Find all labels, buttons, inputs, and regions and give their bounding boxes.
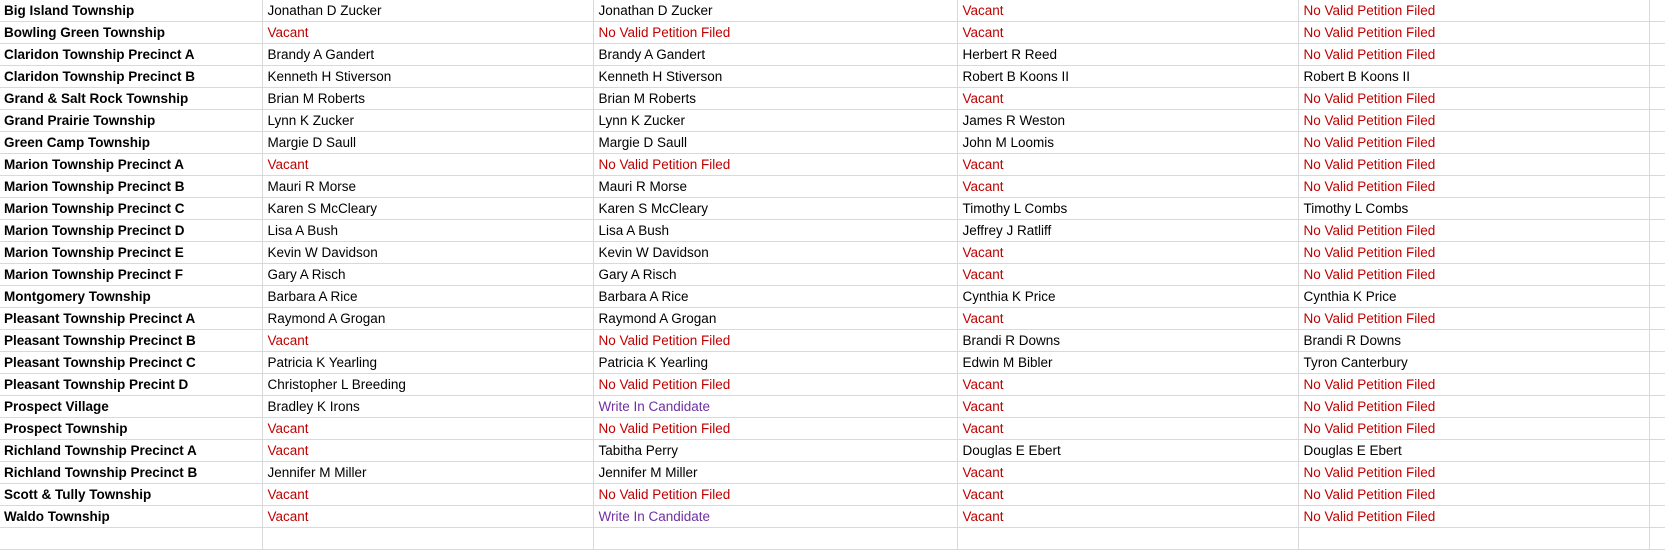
table-cell[interactable]: No Valid Petition Filed (1298, 88, 1649, 110)
table-cell[interactable]: No Valid Petition Filed (1298, 0, 1649, 22)
table-row (0, 22, 1665, 44)
table-cell[interactable]: Barbara A Rice (262, 286, 593, 308)
table-cell[interactable]: Lynn K Zucker (262, 110, 593, 132)
table-cell[interactable]: Cynthia K Price (957, 286, 1298, 308)
township-cell[interactable]: Prospect Village (0, 396, 262, 418)
table-cell[interactable]: Vacant (262, 330, 593, 352)
table-cell[interactable]: James R Weston (957, 110, 1298, 132)
table-cell[interactable]: No Valid Petition Filed (1298, 242, 1649, 264)
table-cell[interactable] (1649, 396, 1665, 418)
table-cell[interactable]: Vacant (957, 176, 1298, 198)
table-cell[interactable] (1649, 220, 1665, 242)
table-row (0, 308, 1665, 330)
table-cell[interactable]: Raymond A Grogan (262, 308, 593, 330)
table-cell[interactable] (1649, 44, 1665, 66)
table-cell[interactable]: Jonathan D Zucker (593, 0, 957, 22)
table-cell[interactable]: Vacant (957, 396, 1298, 418)
table-cell[interactable]: No Valid Petition Filed (1298, 132, 1649, 154)
table-cell[interactable] (1649, 440, 1665, 462)
township-cell[interactable]: Richland Township Precinct B (0, 462, 262, 484)
table-cell[interactable]: Brian M Roberts (262, 88, 593, 110)
table-cell[interactable]: Vacant (957, 484, 1298, 506)
table-cell[interactable]: Jeffrey J Ratliff (957, 220, 1298, 242)
table-row (0, 418, 1665, 440)
township-cell[interactable]: Richland Township Precinct A (0, 440, 262, 462)
table-cell[interactable] (1649, 242, 1665, 264)
table-cell[interactable]: Vacant (957, 506, 1298, 528)
township-cell[interactable]: Grand & Salt Rock Township (0, 88, 262, 110)
table-cell[interactable]: Vacant (262, 484, 593, 506)
table-cell[interactable] (1649, 418, 1665, 440)
table-cell[interactable]: Jennifer M Miller (593, 462, 957, 484)
table-row (0, 286, 1665, 308)
table-cell[interactable]: Lisa A Bush (262, 220, 593, 242)
table-cell[interactable]: Douglas E Ebert (957, 440, 1298, 462)
table-cell[interactable]: Kenneth H Stiverson (593, 66, 957, 88)
table-cell[interactable]: Mauri R Morse (593, 176, 957, 198)
table-cell[interactable]: John M Loomis (957, 132, 1298, 154)
township-cell[interactable]: Pleasant Township Precinct C (0, 352, 262, 374)
table-cell[interactable]: Jennifer M Miller (262, 462, 593, 484)
table-cell[interactable]: Vacant (957, 374, 1298, 396)
table-row (0, 330, 1665, 352)
table-cell[interactable]: No Valid Petition Filed (1298, 396, 1649, 418)
township-cell[interactable]: Marion Township Precinct F (0, 264, 262, 286)
table-cell[interactable]: No Valid Petition Filed (1298, 374, 1649, 396)
table-cell[interactable]: Brandi R Downs (1298, 330, 1649, 352)
table-cell[interactable]: Write In Candidate (593, 506, 957, 528)
table-cell[interactable]: Barbara A Rice (593, 286, 957, 308)
table-cell[interactable]: No Valid Petition Filed (1298, 418, 1649, 440)
table-cell[interactable]: Brian M Roberts (593, 88, 957, 110)
table-cell[interactable]: No Valid Petition Filed (1298, 462, 1649, 484)
table-cell[interactable]: Cynthia K Price (1298, 286, 1649, 308)
table-cell[interactable]: Karen S McCleary (593, 198, 957, 220)
table-cell[interactable]: Vacant (957, 308, 1298, 330)
table-cell[interactable]: Vacant (957, 462, 1298, 484)
township-cell[interactable]: Pleasant Township Precinct B (0, 330, 262, 352)
table-cell[interactable]: No Valid Petition Filed (1298, 110, 1649, 132)
table-cell[interactable] (1649, 198, 1665, 220)
table-cell[interactable]: Vacant (957, 0, 1298, 22)
table-cell[interactable]: Mauri R Morse (262, 176, 593, 198)
table-cell[interactable]: Raymond A Grogan (593, 308, 957, 330)
table-cell[interactable] (1649, 88, 1665, 110)
table-cell[interactable] (1649, 330, 1665, 352)
township-cell[interactable]: Waldo Township (0, 506, 262, 528)
table-cell[interactable]: No Valid Petition Filed (593, 374, 957, 396)
table-cell[interactable]: Robert B Koons II (957, 66, 1298, 88)
table-cell[interactable]: No Valid Petition Filed (1298, 22, 1649, 44)
table-cell[interactable]: No Valid Petition Filed (1298, 264, 1649, 286)
table-cell[interactable]: Margie D Saull (262, 132, 593, 154)
table-row (0, 198, 1665, 220)
table-cell[interactable] (1649, 264, 1665, 286)
table-row (0, 440, 1665, 462)
township-cell[interactable]: Big Island Township (0, 0, 262, 22)
table-cell[interactable]: Lisa A Bush (593, 220, 957, 242)
township-cell[interactable]: Bowling Green Township (0, 22, 262, 44)
table-cell[interactable]: Vacant (957, 242, 1298, 264)
table-cell[interactable]: Robert B Koons II (1298, 66, 1649, 88)
table-cell[interactable]: No Valid Petition Filed (1298, 308, 1649, 330)
table-cell[interactable]: Timothy L Combs (957, 198, 1298, 220)
table-cell[interactable]: Gary A Risch (262, 264, 593, 286)
table-row (0, 396, 1665, 418)
table-row (0, 0, 1665, 22)
table-row (0, 242, 1665, 264)
township-cell[interactable]: Marion Township Precinct B (0, 176, 262, 198)
table-cell[interactable]: No Valid Petition Filed (593, 418, 957, 440)
table-cell[interactable]: Jonathan D Zucker (262, 0, 593, 22)
township-cell[interactable]: Scott & Tully Township (0, 484, 262, 506)
township-cell[interactable]: Pleasant Township Precinct A (0, 308, 262, 330)
table-cell[interactable] (1649, 22, 1665, 44)
table-row (0, 110, 1665, 132)
township-cell[interactable]: Prospect Township (0, 418, 262, 440)
table-cell[interactable]: No Valid Petition Filed (593, 484, 957, 506)
table-cell[interactable]: Patricia K Yearling (262, 352, 593, 374)
table-cell[interactable]: Douglas E Ebert (1298, 440, 1649, 462)
table-cell[interactable]: Vacant (957, 22, 1298, 44)
table-cell[interactable]: No Valid Petition Filed (593, 154, 957, 176)
table-cell[interactable]: Bradley K Irons (262, 396, 593, 418)
township-cell[interactable]: Pleasant Township Precint D (0, 374, 262, 396)
table-row (0, 154, 1665, 176)
table-row (0, 176, 1665, 198)
table-cell[interactable]: Brandy A Gandert (262, 44, 593, 66)
table-cell[interactable]: No Valid Petition Filed (593, 330, 957, 352)
table-cell[interactable] (1649, 286, 1665, 308)
table-cell[interactable] (1649, 132, 1665, 154)
table-cell[interactable] (1649, 0, 1665, 22)
table-cell[interactable]: Vacant (957, 88, 1298, 110)
table-cell[interactable]: Christopher L Breeding (262, 374, 593, 396)
township-cell[interactable]: Claridon Township Precinct A (0, 44, 262, 66)
table-row (0, 66, 1665, 88)
table-row (0, 462, 1665, 484)
table-cell[interactable] (1649, 374, 1665, 396)
table-cell[interactable]: Kenneth H Stiverson (262, 66, 593, 88)
table-row (0, 220, 1665, 242)
table-cell[interactable] (1649, 176, 1665, 198)
table-cell[interactable] (1649, 352, 1665, 374)
table-row (0, 506, 1665, 528)
table-row (0, 88, 1665, 110)
township-cell[interactable]: Claridon Township Precinct B (0, 66, 262, 88)
table-row (0, 264, 1665, 286)
table-cell[interactable] (1649, 462, 1665, 484)
table-cell[interactable]: No Valid Petition Filed (1298, 44, 1649, 66)
township-cell[interactable]: Marion Township Precinct E (0, 242, 262, 264)
table-cell[interactable]: Vacant (262, 154, 593, 176)
table-cell[interactable] (1649, 154, 1665, 176)
table-cell[interactable]: Kevin W Davidson (593, 242, 957, 264)
table-row (0, 44, 1665, 66)
table-row (0, 132, 1665, 154)
table-cell[interactable] (1649, 506, 1665, 528)
table-cell[interactable] (1649, 110, 1665, 132)
table-cell[interactable]: Margie D Saull (593, 132, 957, 154)
table-cell[interactable]: Herbert R Reed (957, 44, 1298, 66)
table-cell[interactable]: Vacant (262, 506, 593, 528)
table-cell[interactable]: Vacant (262, 22, 593, 44)
table-cell[interactable]: Timothy L Combs (1298, 198, 1649, 220)
table-cell[interactable]: No Valid Petition Filed (1298, 484, 1649, 506)
table-cell[interactable] (1649, 66, 1665, 88)
table-cell[interactable]: No Valid Petition Filed (1298, 176, 1649, 198)
township-cell[interactable]: Marion Township Precinct A (0, 154, 262, 176)
table-cell[interactable]: No Valid Petition Filed (1298, 506, 1649, 528)
township-cell[interactable]: Marion Township Precinct C (0, 198, 262, 220)
table-cell[interactable]: Vacant (262, 440, 593, 462)
table-cell[interactable]: No Valid Petition Filed (1298, 220, 1649, 242)
table-cell[interactable]: Brandi R Downs (957, 330, 1298, 352)
table-cell[interactable]: Brandy A Gandert (593, 44, 957, 66)
township-cell[interactable]: Green Camp Township (0, 132, 262, 154)
table-cell[interactable]: Edwin M Bibler (957, 352, 1298, 374)
township-cell[interactable]: Grand Prairie Township (0, 110, 262, 132)
table-cell[interactable] (1649, 308, 1665, 330)
table-cell[interactable]: Tyron Canterbury (1298, 352, 1649, 374)
township-cell[interactable]: Montgomery Township (0, 286, 262, 308)
table-cell[interactable]: Vacant (262, 418, 593, 440)
table-row (0, 484, 1665, 506)
table-cell[interactable]: Kevin W Davidson (262, 242, 593, 264)
table-cell[interactable] (1649, 484, 1665, 506)
table-cell[interactable]: Karen S McCleary (262, 198, 593, 220)
table-cell[interactable]: Vacant (957, 418, 1298, 440)
table-cell[interactable]: No Valid Petition Filed (1298, 154, 1649, 176)
township-cell[interactable]: Marion Township Precinct D (0, 220, 262, 242)
table-cell[interactable]: Vacant (957, 154, 1298, 176)
table-cell[interactable]: Gary A Risch (593, 264, 957, 286)
table-cell[interactable]: No Valid Petition Filed (593, 22, 957, 44)
table-cell[interactable]: Lynn K Zucker (593, 110, 957, 132)
table-cell[interactable]: Patricia K Yearling (593, 352, 957, 374)
table-cell[interactable]: Write In Candidate (593, 396, 957, 418)
table-row (0, 352, 1665, 374)
table-cell[interactable]: Vacant (957, 264, 1298, 286)
table-row (0, 374, 1665, 396)
table-cell[interactable]: Tabitha Perry (593, 440, 957, 462)
